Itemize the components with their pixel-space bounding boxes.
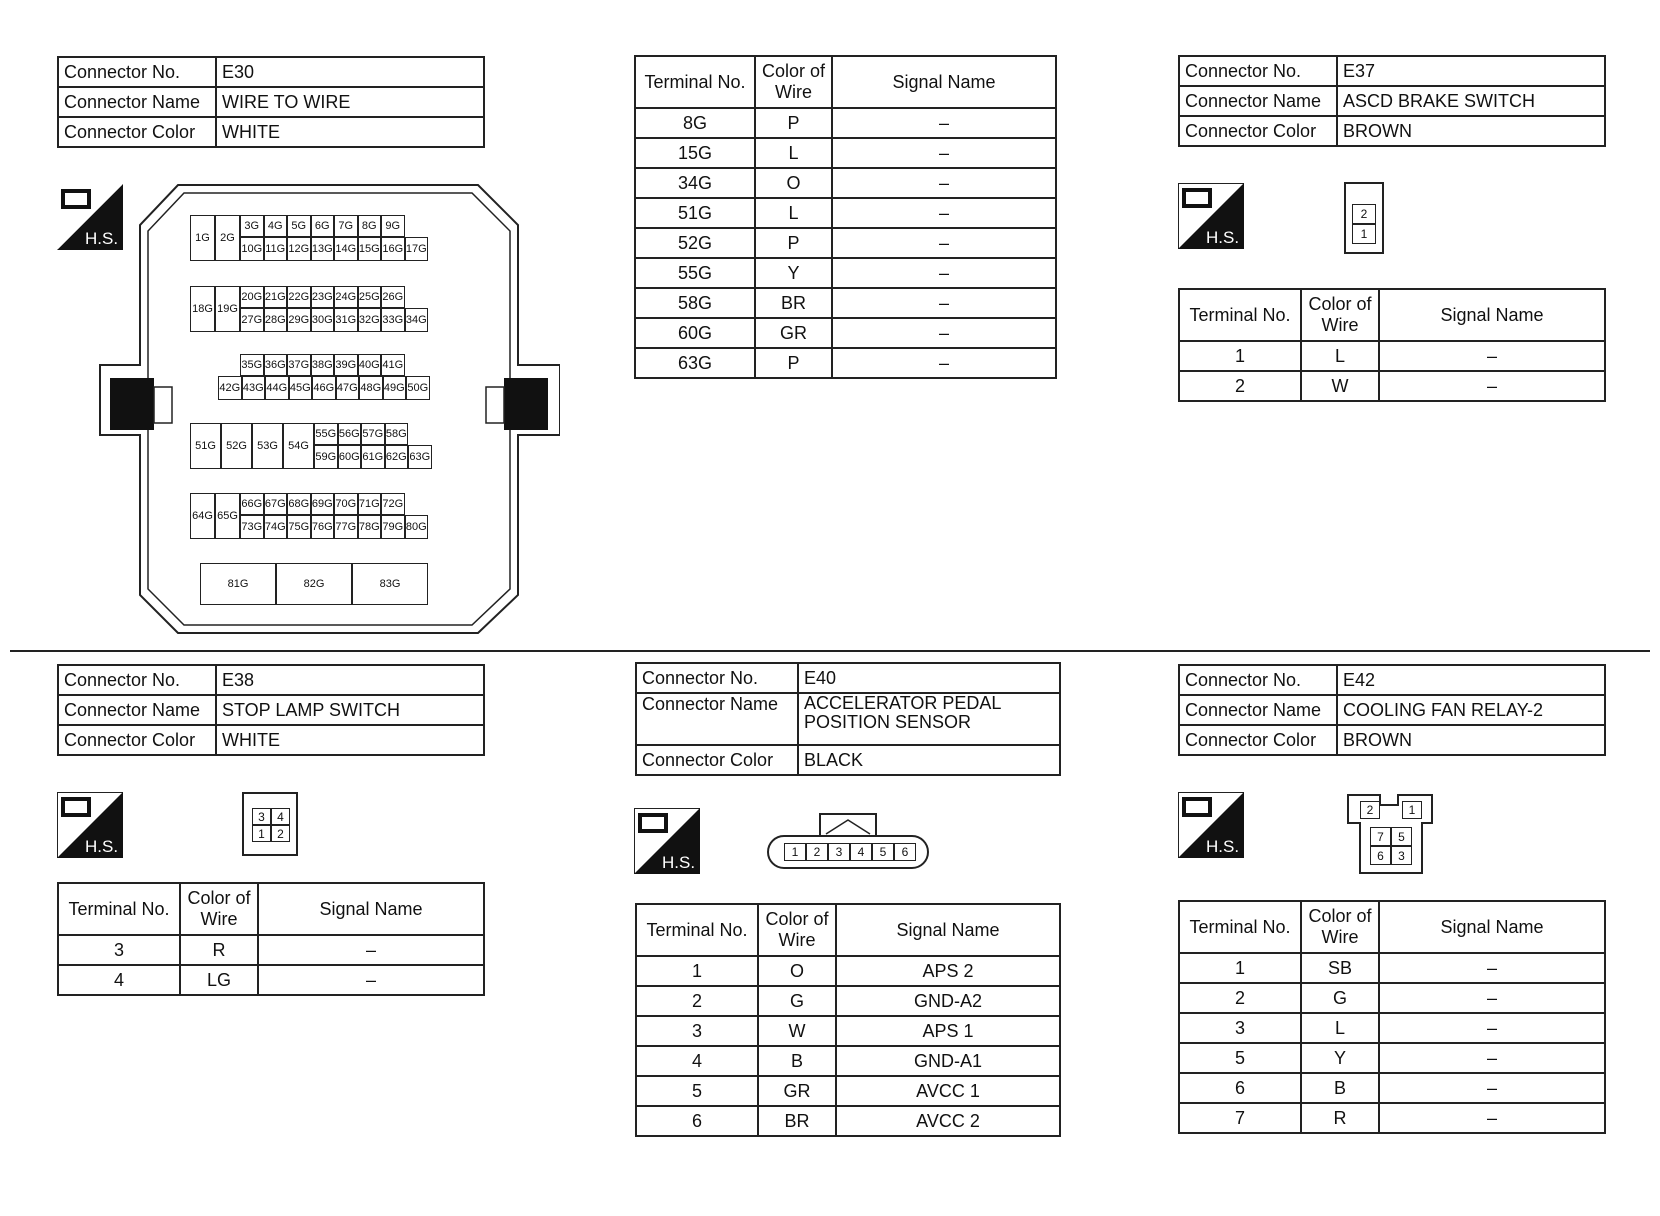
wire-color-cell: B [758,1046,836,1076]
hs-label: H.S. [1206,837,1240,856]
wire-color-cell: Y [1301,1043,1379,1073]
label-connector-color: Connector Color [58,725,216,755]
cavity: 5 [1391,827,1412,846]
cavity: 70G [334,493,358,515]
hs-label: H.S. [85,837,119,856]
signal-name-cell: – [258,935,484,965]
cavity: 25G [358,286,382,308]
header-terminal-no: Terminal No. [58,883,180,935]
header-color-of-wire: Color of Wire [755,56,832,108]
cavity: 6 [1370,846,1391,865]
e30-connector-face [98,183,560,635]
signal-name-cell: – [832,258,1056,288]
wire-color-cell: R [180,935,258,965]
cavity: 68G [287,493,311,515]
connector-info-e30 [57,56,485,148]
table-row [635,288,1056,318]
cavity: 38G [311,354,335,376]
label-connector-no: Connector No. [1179,56,1337,86]
wire-color-cell: LG [180,965,258,995]
table-row [58,965,484,995]
signal-name-cell: – [258,965,484,995]
header-color-of-wire: Color of Wire [758,904,836,956]
signal-name-cell: – [1379,371,1605,401]
table-row [635,108,1056,138]
cavity: 26G [381,286,405,308]
cavity: 83G [352,563,428,605]
cavity: 28G [264,308,288,332]
signal-name-cell: – [832,348,1056,378]
table-row [58,935,484,965]
wire-color-cell: P [755,228,832,258]
label-connector-color: Connector Color [1179,116,1337,146]
table-row [1179,1013,1605,1043]
terminal-no-cell: 60G [635,318,755,348]
cavity: 69G [311,493,335,515]
header-color-of-wire: Color of Wire [1301,289,1379,341]
harness-side-icon [1178,183,1244,249]
wire-color-cell: O [758,956,836,986]
table-row [1179,371,1605,401]
terminal-no-cell: 51G [635,198,755,228]
cavity: 58G [385,423,409,445]
header-terminal-no: Terminal No. [1179,901,1301,953]
cavity: 13G [311,237,335,261]
label-connector-name: Connector Name [58,87,216,117]
terminal-no-cell: 6 [1179,1073,1301,1103]
cavity: 11G [264,237,288,261]
cavity: 12G [287,237,311,261]
cavity: 52G [221,423,252,469]
wire-color-cell: R [1301,1103,1379,1133]
cavity: 1 [784,843,806,861]
cavity: 36G [264,354,288,376]
table-row [1179,1073,1605,1103]
cavity: 46G [312,376,336,400]
terminal-no-cell: 2 [1179,371,1301,401]
label-connector-no: Connector No. [1179,665,1337,695]
wire-color-cell: W [1301,371,1379,401]
section-divider [10,650,1650,652]
cavity: 6 [894,843,916,861]
connector-name-value: ASCD BRAKE SWITCH [1337,86,1605,116]
connector-color-value: BROWN [1337,725,1605,755]
terminal-no-cell: 5 [1179,1043,1301,1073]
cavity: 33G [381,308,405,332]
cavity: 9G [381,215,405,237]
label-connector-name: Connector Name [1179,695,1337,725]
table-row [635,348,1056,378]
cavity: 45G [289,376,313,400]
cavity: 49G [383,376,407,400]
cavity: 79G [381,515,405,539]
terminal-no-cell: 2 [1179,983,1301,1013]
cavity: 78G [358,515,382,539]
wire-color-cell: G [758,986,836,1016]
cavity: 72G [381,493,405,515]
wire-color-cell: Y [755,258,832,288]
signal-name-cell: – [832,198,1056,228]
cavity: 50G [406,376,430,400]
cavity: 55G [314,423,338,445]
connector-color-value: BROWN [1337,116,1605,146]
cavity: 61G [361,445,385,469]
signal-name-cell: – [1379,1073,1605,1103]
name-line-1: ACCELERATOR PEDAL [804,693,1002,713]
harness-side-icon [57,792,123,858]
wire-color-cell: SB [1301,953,1379,983]
signal-name-cell: – [1379,983,1605,1013]
signal-name-cell: APS 2 [836,956,1060,986]
wire-color-cell: L [1301,341,1379,371]
signal-name-cell: GND-A2 [836,986,1060,1016]
e37-connector-face [1344,182,1384,254]
harness-side-icon [1178,792,1244,858]
connector-info-e40 [635,662,1061,776]
cavity: 30G [311,308,335,332]
table-row [1179,1043,1605,1073]
connector-color-value: WHITE [216,117,484,147]
e38-connector-face [242,792,298,856]
cavity: 37G [287,354,311,376]
table-row [635,228,1056,258]
connector-name-value: WIRE TO WIRE [216,87,484,117]
cavity: 10G [240,237,264,261]
cavity: 2 [1352,204,1376,224]
signal-name-cell: – [832,108,1056,138]
header-signal-name: Signal Name [836,904,1060,956]
connector-no-value: E40 [798,663,1060,693]
cavity: 67G [264,493,288,515]
cavity: 47G [336,376,360,400]
signal-name-cell: – [832,138,1056,168]
cavity: 51G [190,423,221,469]
terminal-table-e38 [57,882,485,996]
terminal-no-cell: 1 [1179,341,1301,371]
terminal-table-e42 [1178,900,1606,1134]
terminal-table-e40 [635,903,1061,1137]
header-signal-name: Signal Name [1379,289,1605,341]
cavity: 41G [381,354,405,376]
cavity: 53G [252,423,283,469]
cavity: 39G [334,354,358,376]
header-signal-name: Signal Name [258,883,484,935]
connector-name-value: COOLING FAN RELAY-2 [1337,695,1605,725]
signal-name-cell: – [832,228,1056,258]
terminal-no-cell: 4 [636,1046,758,1076]
cavity: 14G [334,237,358,261]
cavity: 3 [252,808,271,825]
cavity: 1 [1352,224,1376,244]
cavity: 2 [1360,801,1380,819]
cavity: 1 [252,825,271,842]
signal-name-cell: – [1379,1043,1605,1073]
cavity: 1G [190,215,215,261]
terminal-no-cell: 5 [636,1076,758,1106]
header-color-of-wire: Color of Wire [1301,901,1379,953]
header-terminal-no: Terminal No. [636,904,758,956]
terminal-no-cell: 34G [635,168,755,198]
cavity: 4G [264,215,288,237]
label-connector-no: Connector No. [58,665,216,695]
label-connector-name: Connector Name [58,695,216,725]
terminal-no-cell: 15G [635,138,755,168]
signal-name-cell: APS 1 [836,1016,1060,1046]
terminal-no-cell: 2 [636,986,758,1016]
header-signal-name: Signal Name [832,56,1056,108]
signal-name-cell: – [1379,341,1605,371]
cavity: 76G [311,515,335,539]
label-connector-no: Connector No. [58,57,216,87]
e40-connector-face [766,812,932,876]
cavity: 35G [240,354,264,376]
cavity: 15G [358,237,382,261]
connector-name-value: STOP LAMP SWITCH [216,695,484,725]
table-row [1179,341,1605,371]
signal-name-cell: GND-A1 [836,1046,1060,1076]
table-row [636,1046,1060,1076]
connector-color-value: WHITE [216,725,484,755]
terminal-table-e30 [634,55,1057,379]
label-connector-name: Connector Name [636,693,798,745]
harness-side-icon [634,808,700,874]
connector-no-value: E42 [1337,665,1605,695]
wire-color-cell: W [758,1016,836,1046]
table-row [1179,953,1605,983]
cavity: 17G [405,237,429,261]
cavity: 27G [240,308,264,332]
cavity: 44G [265,376,289,400]
table-row [635,198,1056,228]
hs-label: H.S. [1206,228,1240,247]
cavity: 74G [264,515,288,539]
header-signal-name: Signal Name [1379,901,1605,953]
cavity: 24G [334,286,358,308]
header-terminal-no: Terminal No. [635,56,755,108]
cavity: 2 [271,825,290,842]
signal-name-cell: AVCC 2 [836,1106,1060,1136]
cavity: 23G [311,286,335,308]
table-row [1179,1103,1605,1133]
signal-name-cell: AVCC 1 [836,1076,1060,1106]
signal-name-cell: – [1379,1013,1605,1043]
cavity: 19G [215,286,240,332]
cavity: 7G [334,215,358,237]
table-row [636,986,1060,1016]
cavity: 1 [1402,801,1422,819]
cavity: 48G [359,376,383,400]
cavity: 3G [240,215,264,237]
hs-label: H.S. [85,229,119,248]
wire-color-cell: L [755,138,832,168]
terminal-no-cell: 1 [636,956,758,986]
cavity: 65G [215,493,240,539]
wire-color-cell: BR [758,1106,836,1136]
signal-name-cell: – [832,318,1056,348]
table-row [636,1016,1060,1046]
table-row [1179,983,1605,1013]
terminal-no-cell: 8G [635,108,755,138]
terminal-no-cell: 3 [636,1016,758,1046]
terminal-no-cell: 52G [635,228,755,258]
header-terminal-no: Terminal No. [1179,289,1301,341]
table-row [635,318,1056,348]
cavity: 29G [287,308,311,332]
table-row [635,138,1056,168]
table-row [636,956,1060,986]
wire-color-cell: L [755,198,832,228]
cavity: 34G [405,308,429,332]
signal-name-cell: – [832,168,1056,198]
cavity: 3 [1391,846,1412,865]
table-row [636,1106,1060,1136]
label-connector-color: Connector Color [58,117,216,147]
e42-connector-face [1346,793,1436,877]
terminal-no-cell: 4 [58,965,180,995]
cavity: 2 [806,843,828,861]
cavity: 59G [314,445,338,469]
cavity: 62G [385,445,409,469]
table-row [635,168,1056,198]
terminal-no-cell: 3 [1179,1013,1301,1043]
signal-name-cell: – [832,288,1056,318]
terminal-no-cell: 63G [635,348,755,378]
connector-info-e42 [1178,664,1606,756]
terminal-no-cell: 3 [58,935,180,965]
cavity: 73G [240,515,264,539]
header-color-of-wire: Color of Wire [180,883,258,935]
connector-info-e38 [57,664,485,756]
terminal-table-e37 [1178,288,1606,402]
cavity: 81G [200,563,276,605]
cavity: 32G [358,308,382,332]
cavity: 5G [287,215,311,237]
terminal-no-cell: 7 [1179,1103,1301,1133]
cavity: 40G [358,354,382,376]
wire-color-cell: GR [755,318,832,348]
table-row [636,1076,1060,1106]
cavity: 82G [276,563,352,605]
label-connector-no: Connector No. [636,663,798,693]
connector-no-value: E37 [1337,56,1605,86]
signal-name-cell: – [1379,1103,1605,1133]
cavity: 63G [408,445,432,469]
cavity: 31G [334,308,358,332]
cavity: 16G [381,237,405,261]
connector-no-value: E38 [216,665,484,695]
cavity: 71G [358,493,382,515]
wire-color-cell: GR [758,1076,836,1106]
terminal-no-cell: 58G [635,288,755,318]
cavity: 42G [218,376,242,400]
wire-color-cell: P [755,108,832,138]
wire-color-cell: BR [755,288,832,318]
cavity: 6G [311,215,335,237]
terminal-no-cell: 1 [1179,953,1301,983]
cavity: 56G [338,423,362,445]
cavity: 60G [338,445,362,469]
cavity: 80G [405,515,429,539]
terminal-no-cell: 6 [636,1106,758,1136]
wire-color-cell: B [1301,1073,1379,1103]
cavity: 21G [264,286,288,308]
cavity: 4 [271,808,290,825]
wire-color-cell: O [755,168,832,198]
cavity: 4 [850,843,872,861]
cavity: 54G [283,423,314,469]
wire-color-cell: L [1301,1013,1379,1043]
signal-name-cell: – [1379,953,1605,983]
cavity: 7 [1370,827,1391,846]
cavity: 8G [358,215,382,237]
terminal-no-cell: 55G [635,258,755,288]
connector-color-value: BLACK [798,745,1060,775]
connector-name-value [798,693,1060,745]
connector-info-e37 [1178,55,1606,147]
label-connector-name: Connector Name [1179,86,1337,116]
cavity: 66G [240,493,264,515]
cavity: 64G [190,493,215,539]
name-line-2: POSITION SENSOR [804,712,972,732]
label-connector-color: Connector Color [636,745,798,775]
wire-color-cell: P [755,348,832,378]
cavity: 43G [242,376,266,400]
cavity: 3 [828,843,850,861]
cavity: 75G [287,515,311,539]
cavity: 5 [872,843,894,861]
connector-no-value: E30 [216,57,484,87]
label-connector-color: Connector Color [1179,725,1337,755]
cavity: 77G [334,515,358,539]
cavity: 20G [240,286,264,308]
cavity: 18G [190,286,215,332]
cavity: 57G [361,423,385,445]
table-row [635,258,1056,288]
wire-color-cell: G [1301,983,1379,1013]
cavity: 22G [287,286,311,308]
hs-label: H.S. [662,853,696,872]
cavity: 2G [215,215,240,261]
